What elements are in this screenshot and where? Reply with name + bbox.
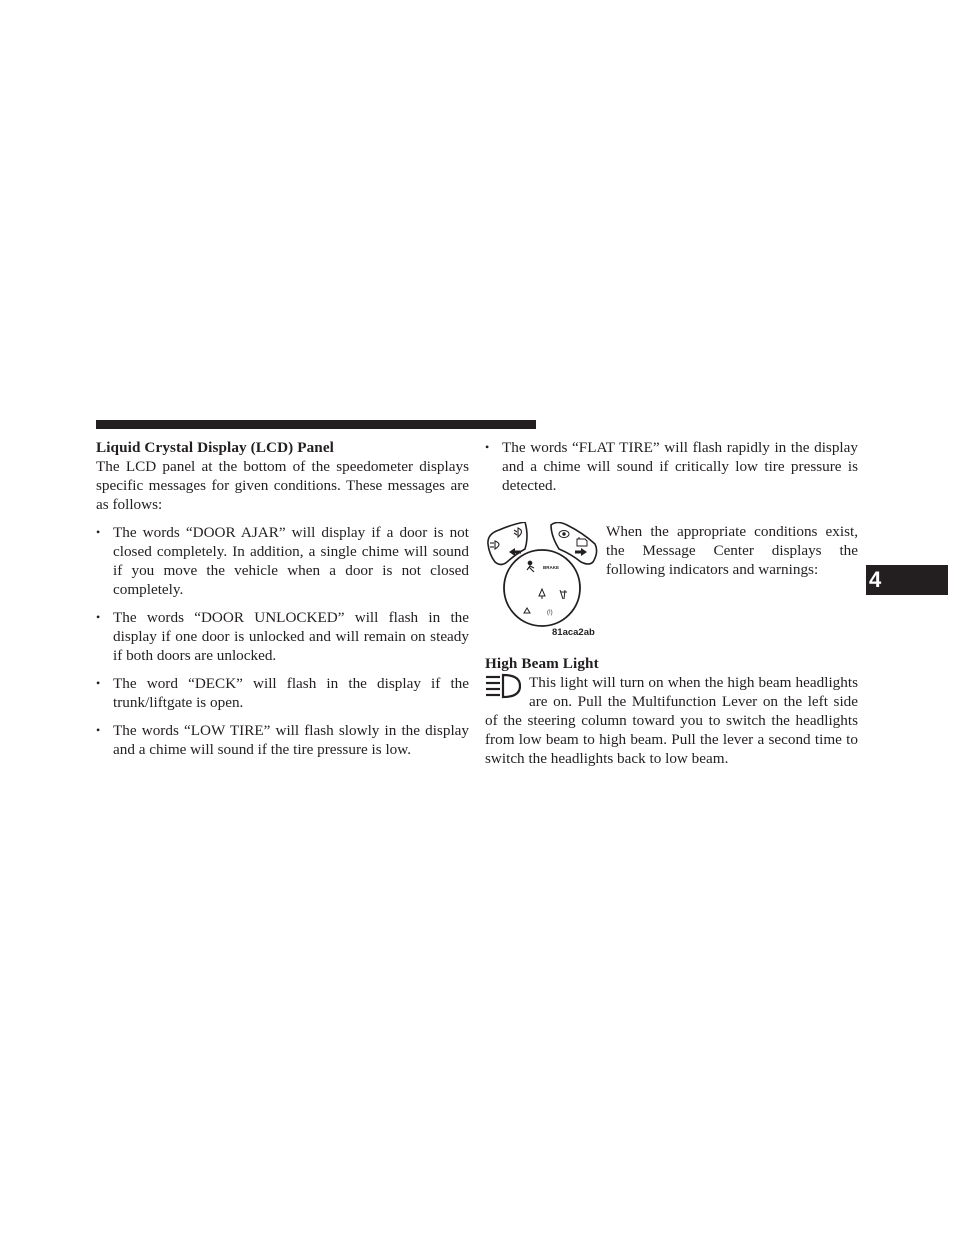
right-message-list (485, 438, 858, 495)
message-center-indicator-figure (485, 522, 603, 640)
figure-code-label: 81aca2ab (552, 627, 595, 638)
brake-label: BRAKE (543, 565, 560, 570)
high-beam-body: This light will turn on when the high beam headlights are on. Pull the Multifunction Lever on the left side of the steering column toward you to switch the headlights from low beam to high beam. Pull the lever a second time to switch the headlights back to low beam. (485, 674, 858, 767)
oil-pressure-icon (559, 531, 569, 538)
message-center-figure-block (485, 522, 858, 640)
lcd-panel-intro: The LCD panel at the bottom of the speedometer displays specific messages for given conditions. These messages are as follows: (96, 458, 469, 513)
list-item-door-ajar: • The words “DOOR AJAR” will display if a door is not closed completely. In addition, a single chime will sound if you move the vehicle when a door is not closed completely. (96, 523, 469, 599)
list-item-low-tire: • The words “LOW TIRE” will flash slowly in the display and a chime will sound if the tire pressure is low. (96, 721, 469, 759)
stability-control-icon (560, 590, 567, 599)
left-arrow-icon (509, 548, 521, 556)
traction-control-icon (539, 589, 545, 599)
right-pod-outline (551, 523, 597, 565)
chapter-tab (866, 565, 948, 595)
high-beam-description (485, 673, 858, 768)
high-beam-heading: High Beam Light (485, 655, 599, 672)
lcd-panel-heading: Liquid Crystal Display (LCD) Panel (96, 439, 334, 456)
right-arrow-icon (575, 548, 587, 556)
high-beam-icon (485, 673, 521, 699)
tire-pressure-label: (!) (547, 610, 553, 616)
left-column (96, 438, 469, 768)
low-beam-icon (514, 528, 522, 537)
list-item-deck: • The word “DECK” will flash in the display if the trunk/liftgate is open. (96, 674, 469, 712)
lcd-message-list (96, 523, 469, 759)
seatbelt-icon (527, 561, 534, 572)
check-engine-icon (577, 537, 587, 546)
list-item-flat-tire: • The words “FLAT TIRE” will flash rapidly in the display and a chime will sound if critically low tire pressure is detected. (485, 438, 858, 495)
airbag-icon (524, 608, 530, 613)
fog-light-icon (490, 541, 499, 549)
list-item-door-unlocked: • The words “DOOR UNLOCKED” will flash in the display if one door is unlocked and will remain on steady if both doors are unlocked. (96, 608, 469, 665)
message-center-description: When the appropriate conditions exist, the Message Center displays the following indicators and warnings: (606, 523, 858, 578)
section-header-rule (96, 420, 536, 429)
right-column (485, 438, 858, 768)
chapter-number: 4 (869, 567, 882, 592)
